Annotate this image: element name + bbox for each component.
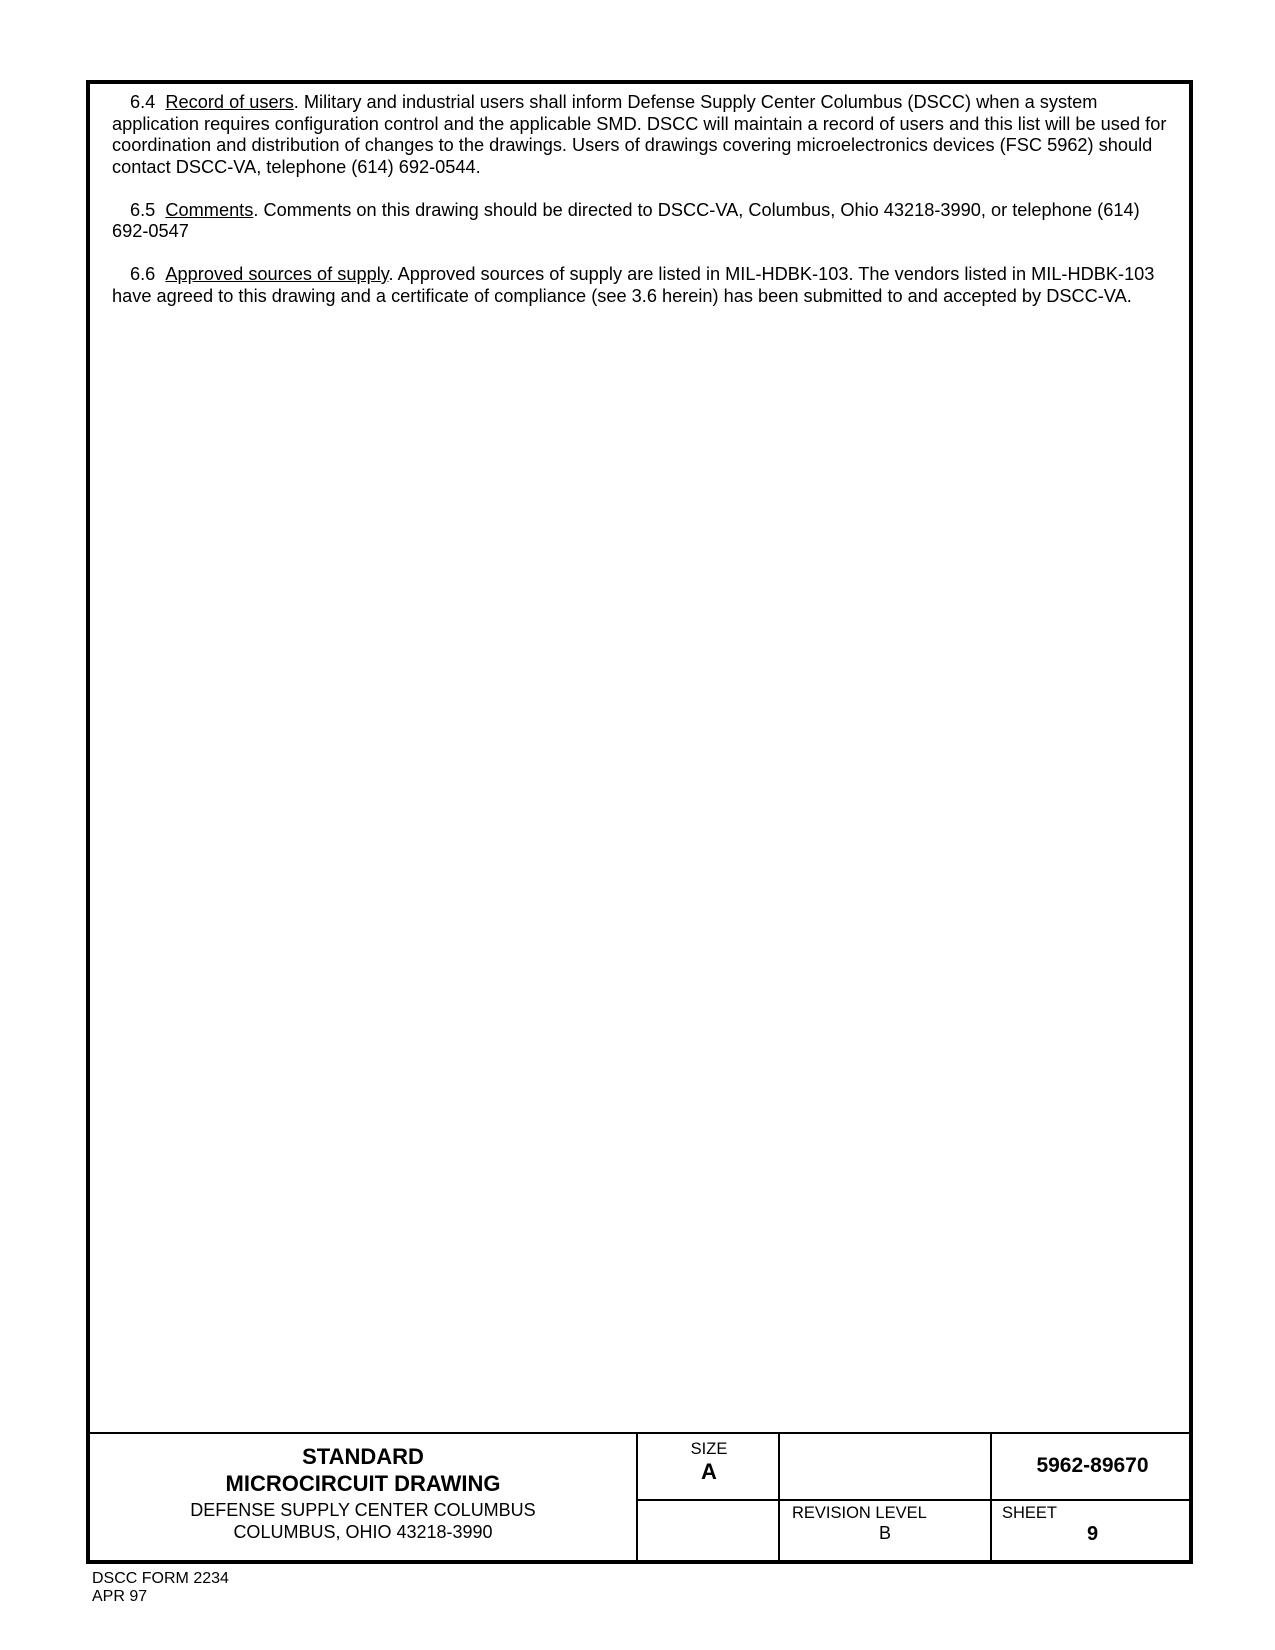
paragraph-heading: Approved sources of supply bbox=[165, 264, 389, 284]
title-block bbox=[90, 1432, 1189, 1560]
agency-name: DEFENSE SUPPLY CENTER COLUMBUS bbox=[190, 1500, 536, 1520]
paragraph-text: . Approved sources of supply are listed in MIL-HDBK-103. The vendors listed in MIL-HDBK-103 have agreed to this drawing and a certificate of compliance (see 3.6 herein) has been submitted to and accepted by DSCC-VA. bbox=[112, 264, 1155, 306]
size-label: SIZE bbox=[690, 1440, 728, 1458]
paragraph-number: 6.4 bbox=[130, 92, 156, 112]
form-identifier bbox=[92, 1570, 229, 1606]
sheet-cell bbox=[992, 1504, 1193, 1546]
revision-cell bbox=[780, 1504, 990, 1544]
paragraph-heading: Record of users bbox=[165, 92, 294, 112]
size-cell bbox=[640, 1440, 778, 1485]
size-value: A bbox=[701, 1459, 717, 1484]
drawing-frame bbox=[86, 80, 1193, 1564]
paragraph-number: 6.5 bbox=[130, 199, 156, 220]
revision-label: REVISION LEVEL bbox=[792, 1504, 927, 1522]
drawing-title-line2: MICROCIRCUIT DRAWING bbox=[225, 1471, 501, 1496]
paragraph-text: . Military and industrial users shall inform Defense Supply Center Columbus (DSCC) when a system application requires configuration control and the applicable SMD. DSCC will maintain a record of users and this list will be used for coordination and distribution of changes to the drawings. Users of drawings covering microelectronics devices (FSC 5962) should contact DSCC-VA, telephone (614) 692-0544. bbox=[112, 92, 1167, 177]
form-number: DSCC FORM 2234 bbox=[92, 1570, 229, 1587]
sheet-label: SHEET bbox=[1002, 1504, 1058, 1522]
agency-address: COLUMBUS, OHIO 43218-3990 bbox=[233, 1522, 493, 1542]
paragraph-text: . Comments on this drawing should be directed to DSCC-VA, Columbus, Ohio 43218-3990, or telephone (614) 692-0547 bbox=[112, 199, 1140, 241]
drawing-title-line1: STANDARD bbox=[302, 1444, 424, 1469]
title-block-agency bbox=[90, 1434, 638, 1560]
revision-value: B bbox=[878, 1523, 891, 1543]
drawing-number: 5962-89670 bbox=[1036, 1454, 1149, 1477]
paragraph-number: 6.6 bbox=[130, 264, 156, 284]
title-block-divider bbox=[638, 1499, 1189, 1501]
sheet-number: 9 bbox=[1086, 1523, 1099, 1545]
form-date: APR 97 bbox=[92, 1588, 148, 1605]
document-body bbox=[112, 92, 1172, 329]
paragraph-6-4 bbox=[112, 92, 1172, 178]
paragraph-6-6 bbox=[112, 264, 1172, 307]
paragraph-heading: Comments bbox=[165, 199, 254, 220]
paragraph-6-5 bbox=[112, 200, 1172, 243]
